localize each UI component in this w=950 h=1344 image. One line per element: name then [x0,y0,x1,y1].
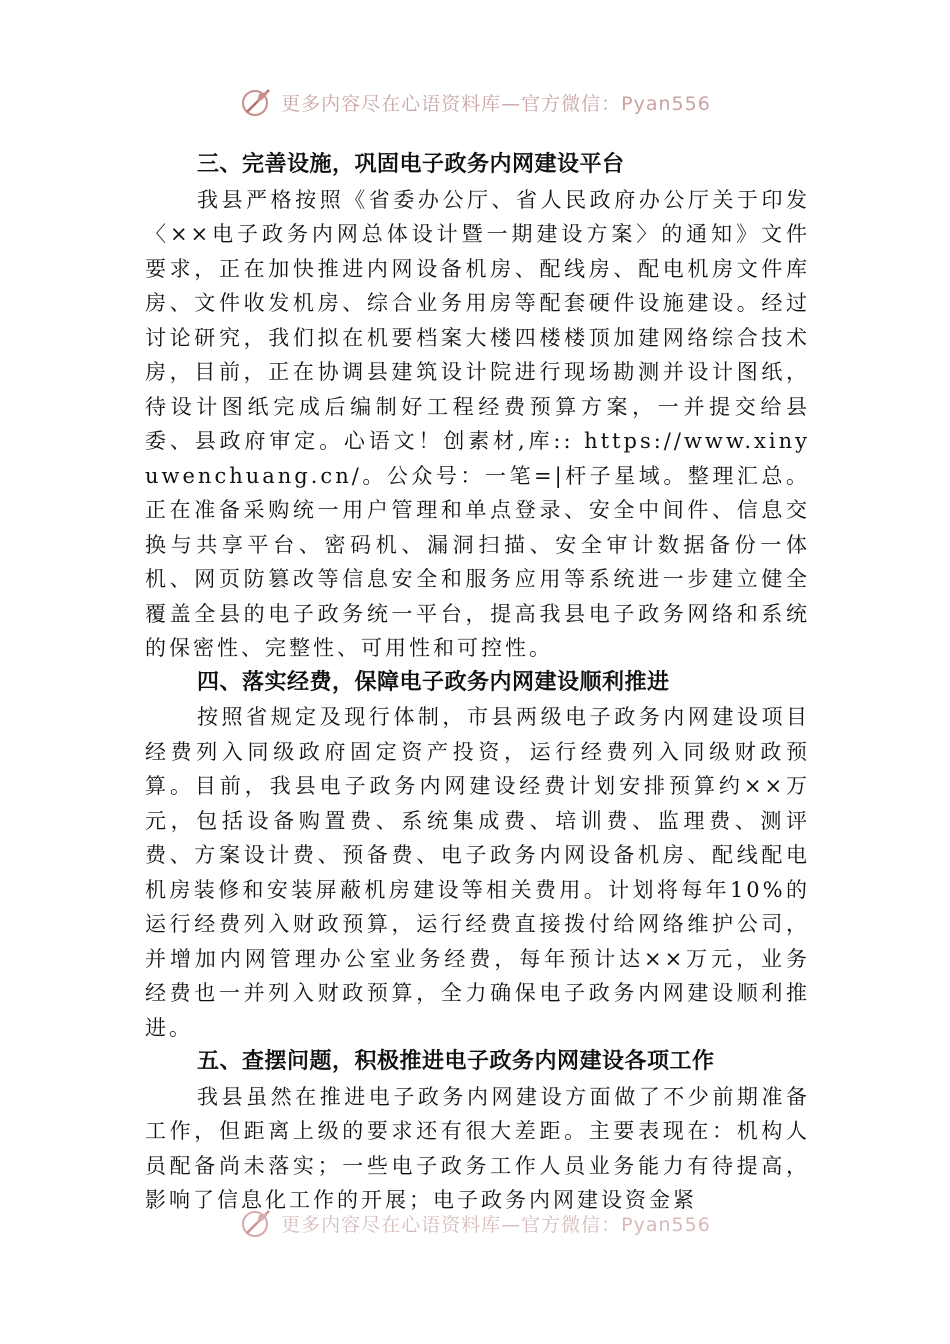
section-heading-3: 三、完善设施，巩固电子政务内网建设平台 [197,152,625,177]
watermark-text: 更多内容尽在心语资料库—官方微信：Pyan556 [281,1213,711,1236]
section-paragraph-5: 我县虽然在推进电子政务内网建设方面做了不少前期准备工作，但距离上级的要求还有很大差距。主要表现在：机构人员配备尚未落实；一些电子政务工作人员业务能力有待提高，影响了信息化工作的开展；电子政务内网建设资金紧 [145,1084,810,1212]
section-heading-5: 五、查摆问题，积极推进电子政务内网建设各项工作 [197,1049,715,1074]
section-paragraph-4: 按照省规定及现行体制，市县两级电子政务内网建设项目经费列入同级政府固定资产投资，运行经费列入同级财政预算。目前，我县电子政务内网建设经费计划安排预算约××万元，包括设备购置费、系统集成费、培训费、监理费、测评费、方案设计费、预备费、电子政务内网设备机房、配线配电机房装修和安装屏蔽机房建设等相关费用。计划将每年10%的运行经费列入财政预算，运行经费直接拨付给网络维护公司，并增加内网管理办公室业务经费，每年预计达××万元，业务经费也一并列入财政预算，全力确保电子政务内网建设顺利推进。 [145,705,810,1040]
feather-logo-icon [239,1205,275,1241]
section-heading-4: 四、落实经费，保障电子政务内网建设顺利推进 [197,669,670,695]
watermark-footer [0,1203,950,1243]
watermark-text: 更多内容尽在心语资料库—官方微信：Pyan556 [281,92,711,115]
feather-logo-icon [239,84,275,120]
watermark-header [0,82,950,122]
section-paragraph-3: 我县严格按照《省委办公厅、省人民政府办公厅关于印发〈××电子政务内网总体设计暨一期建设方案〉的通知》文件要求，正在加快推进内网设备机房、配线房、配电机房文件库房、文件收发机房、综合业务用房等配套硬件设施建设。经过讨论研究，我们拟在机要档案大楼四楼楼顶加建网络综合技术房，目前，正在协调县建筑设计院进行现场勘测并设计图纸，待设计图纸完成后编制好工程经费预算方案，一并提交给县委、县政府审定。心语文！创素材,库:: https://www.xinyuwenchuang.cn/。公众号：一笔=|杆子星域。整理汇总。正在准备采购统一用户管理和单点登录、安全中间件、信息交换与共享平台、密码机、漏洞扫描、安全审计数据备份一体机、网页防篡改等信息安全和服务应用等系统进一步建立健全覆盖全县的电子政务统一平台，提高我县电子政务网络和系统的保密性、完整性、可用性和可控性。 [145,187,810,660]
document-body [145,148,810,1218]
